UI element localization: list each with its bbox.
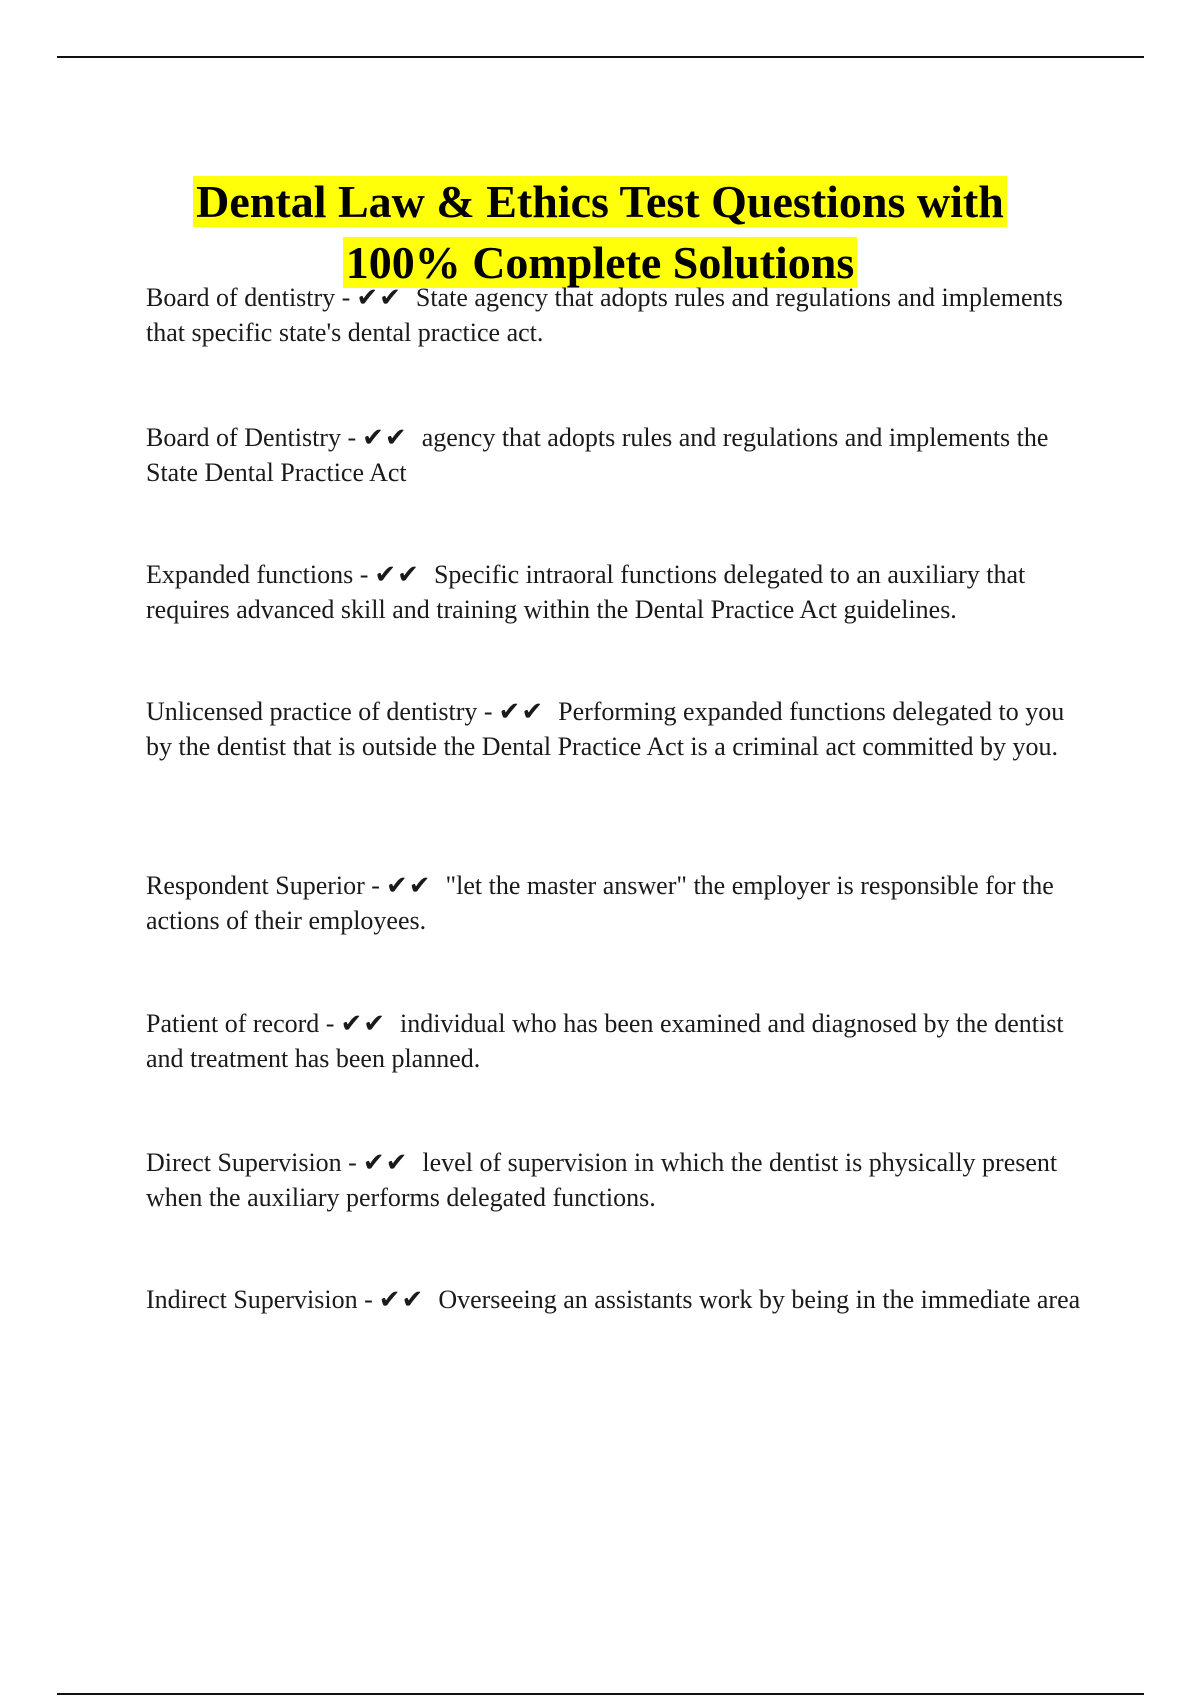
title-line-1: Dental Law & Ethics Test Questions with bbox=[193, 176, 1007, 227]
qa-answer: State agency that adopts rules and regulations and implements that specific state's dental practice act. bbox=[146, 283, 1063, 347]
double-check-icon: ✔✔ bbox=[498, 697, 545, 726]
qa-term: Direct Supervision - bbox=[146, 1148, 357, 1177]
double-check-icon: ✔✔ bbox=[378, 1285, 425, 1314]
double-check-icon: ✔✔ bbox=[362, 423, 408, 452]
qa-answer: Specific intraoral functions delegated to an auxiliary that requires advanced skill and training within the Dental Practice Act guidelines. bbox=[146, 560, 1026, 624]
qa-term: Board of Dentistry - bbox=[146, 423, 357, 452]
qa-item bbox=[146, 1282, 1096, 1317]
bottom-rule bbox=[57, 1693, 1144, 1695]
qa-item bbox=[146, 420, 1096, 490]
qa-answer: Performing expanded functions delegated to you by the dentist that is outside the Dental Practice Act is a criminal act committed by you. bbox=[146, 697, 1065, 761]
qa-answer: individual who has been examined and diagnosed by the dentist and treatment has been planned. bbox=[146, 1009, 1064, 1073]
top-rule bbox=[57, 56, 1144, 58]
qa-term: Respondent Superior - bbox=[146, 871, 380, 900]
qa-item bbox=[146, 868, 1096, 938]
double-check-icon: ✔✔ bbox=[356, 283, 402, 312]
title-line-2: 100% Complete Solutions bbox=[343, 237, 858, 288]
qa-item bbox=[146, 1006, 1096, 1076]
qa-item bbox=[146, 557, 1096, 627]
qa-term: Expanded functions - bbox=[146, 560, 369, 589]
qa-item bbox=[146, 280, 1096, 350]
qa-answer: level of supervision in which the dentist is physically present when the auxiliary performs delegated functions. bbox=[146, 1148, 1058, 1212]
qa-item bbox=[146, 1145, 1096, 1215]
qa-answer: "let the master answer" the employer is responsible for the actions of their employees. bbox=[146, 871, 1054, 935]
double-check-icon: ✔✔ bbox=[362, 1148, 409, 1177]
qa-term: Board of dentistry - bbox=[146, 283, 351, 312]
double-check-icon: ✔✔ bbox=[385, 871, 432, 900]
qa-answer: agency that adopts rules and regulations and implements the State Dental Practice Act bbox=[146, 423, 1049, 487]
double-check-icon: ✔✔ bbox=[340, 1009, 387, 1038]
qa-term: Indirect Supervision - bbox=[146, 1285, 373, 1314]
document-title bbox=[60, 171, 1140, 293]
double-check-icon: ✔✔ bbox=[374, 560, 420, 589]
qa-answer: Overseeing an assistants work by being in the immediate area bbox=[438, 1285, 1081, 1314]
qa-term: Unlicensed practice of dentistry - bbox=[146, 697, 493, 726]
qa-item bbox=[146, 694, 1096, 764]
qa-term: Patient of record - bbox=[146, 1009, 335, 1038]
